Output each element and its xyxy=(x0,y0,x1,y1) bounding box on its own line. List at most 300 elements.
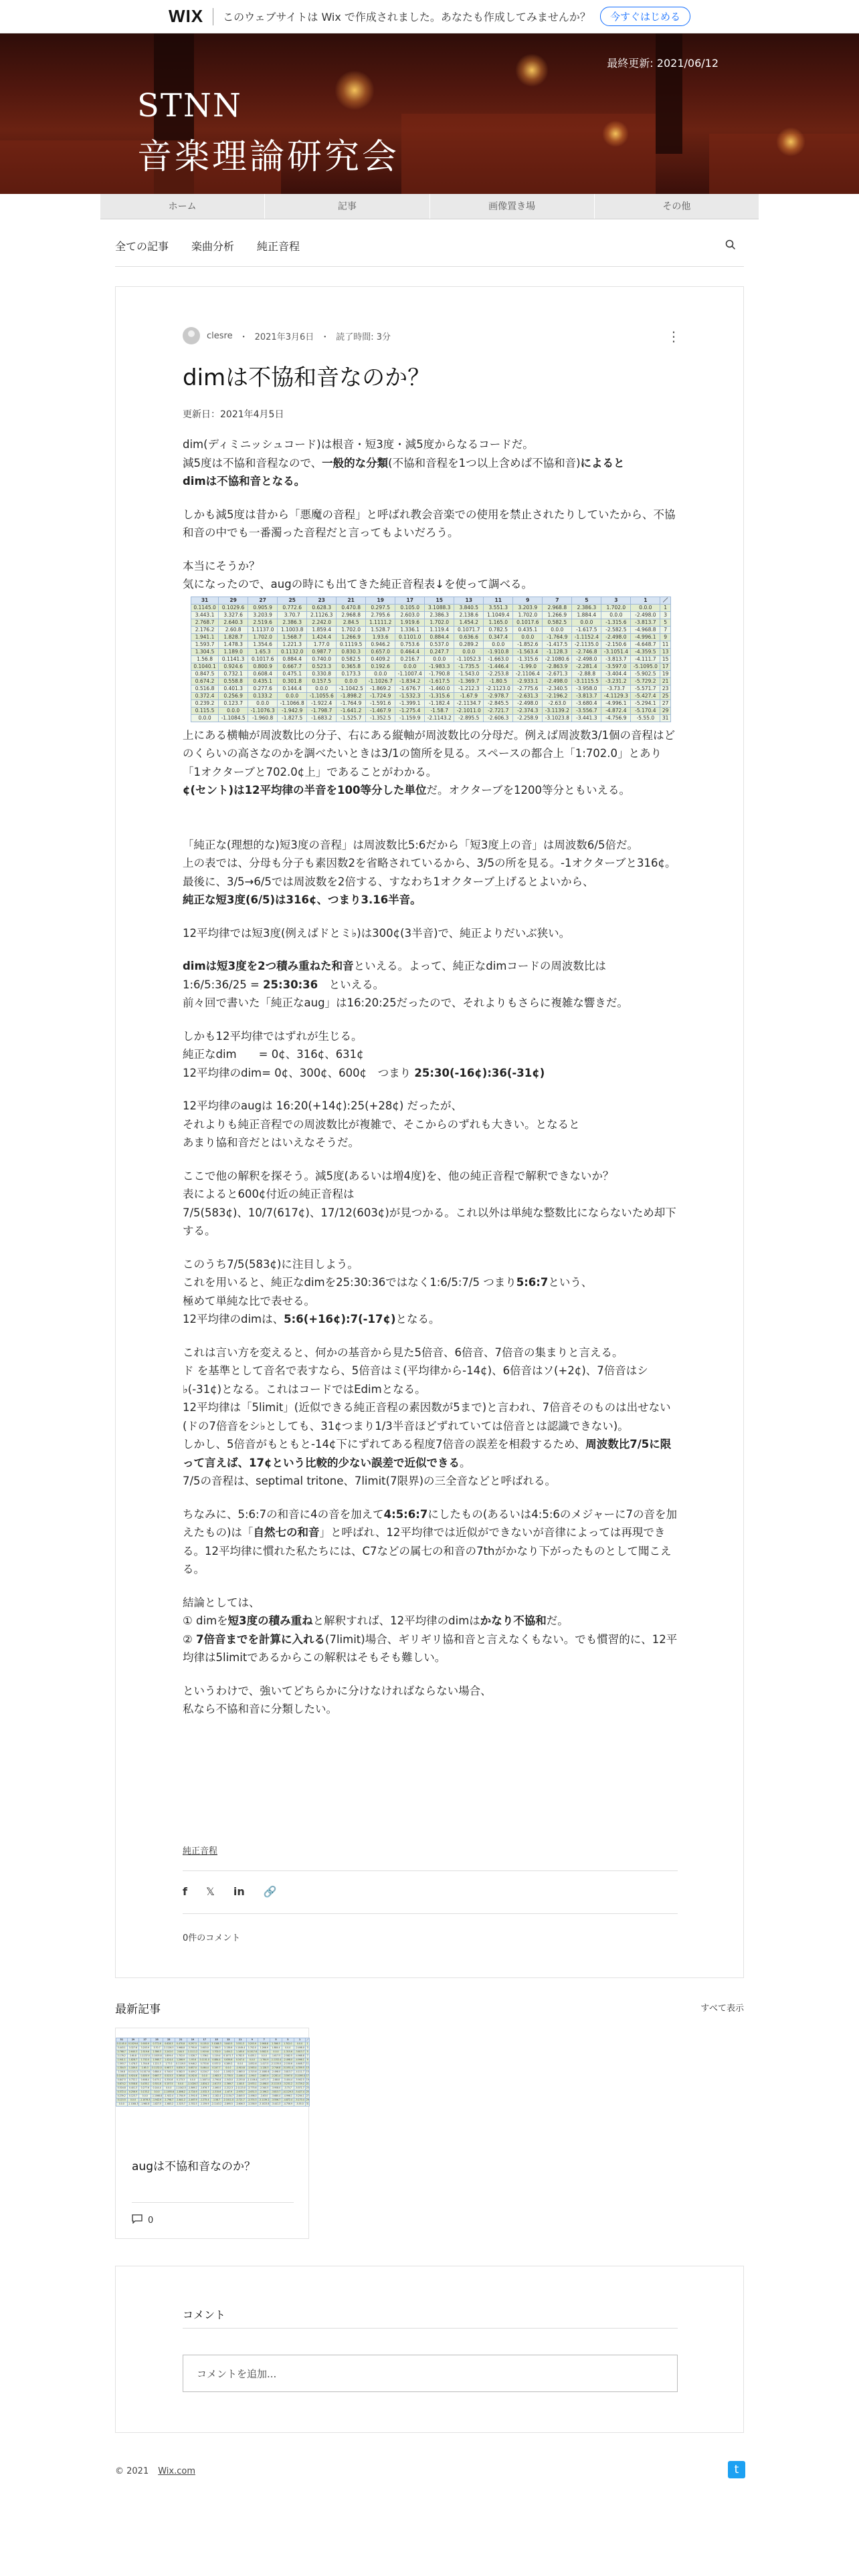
wix-start-button[interactable]: 今すぐはじめる xyxy=(600,7,690,26)
table-cell: 0.667.7 xyxy=(278,663,307,670)
post-date: 2021年3月6日 xyxy=(254,332,314,342)
recent-post-title[interactable]: augは不協和音なのか？ xyxy=(132,2160,256,2173)
table-cell: -2.863.9 xyxy=(258,2074,270,2078)
table-cell: 0.330.8 xyxy=(307,670,337,677)
table-cell: 0.239.2 xyxy=(191,700,219,707)
table-cell: 0.0.0 xyxy=(139,2095,151,2099)
table-cell: 0.0.0 xyxy=(270,2050,282,2054)
table-cell: -1.735.5 xyxy=(454,663,484,670)
table-row xyxy=(191,655,671,663)
table-cell: -1.315.6 xyxy=(601,619,631,626)
table-cell: 7 xyxy=(543,597,572,604)
table-cell: 25 xyxy=(151,2038,163,2042)
comment-input[interactable]: コメントを追加... xyxy=(183,2355,678,2392)
more-options-icon[interactable]: ⋮ xyxy=(667,328,679,344)
table-cell: -1.869.2 xyxy=(187,2086,199,2090)
table-cell: 1.77.0 xyxy=(307,641,337,648)
table-cell: 1.1137.0 xyxy=(140,2054,150,2057)
table-cell: 3 xyxy=(306,2046,308,2049)
meta-separator: ・ xyxy=(320,332,330,342)
table-cell: -2.1123.0 xyxy=(484,685,513,692)
table-cell: 0.247.7 xyxy=(211,2066,223,2070)
table-cell: 1.454.2 xyxy=(222,2050,234,2054)
twitter-icon[interactable]: t xyxy=(728,2461,745,2478)
table-cell: -3.680.4 xyxy=(572,700,601,707)
table-row xyxy=(116,2099,310,2103)
table-cell: -1.543.0 xyxy=(454,670,484,677)
table-row xyxy=(191,648,671,655)
see-all-link[interactable]: すべて表示 xyxy=(700,2004,744,2014)
link-share-icon[interactable]: 🔗 xyxy=(263,1885,277,1898)
table-cell: 2.386.3 xyxy=(270,2042,282,2046)
table-cell: -3.813.7 xyxy=(631,619,660,626)
table-cell: -3.556.7 xyxy=(270,2099,282,2103)
table-cell: 0.0.0 xyxy=(601,611,631,619)
table-cell: -2.63.0 xyxy=(258,2095,270,2099)
wix-logo[interactable]: WIX xyxy=(169,6,204,26)
post-tag[interactable]: 純正音程 xyxy=(183,1846,218,1856)
table-cell: 0.0.0 xyxy=(219,707,248,714)
table-cell: 1.593.7 xyxy=(116,2062,128,2066)
table-cell: 27 xyxy=(306,2095,309,2097)
table-cell: -1.128.3 xyxy=(543,648,572,655)
blog-nav-divider xyxy=(115,266,744,267)
table-cell: 1.702.0 xyxy=(601,604,631,611)
banner-light xyxy=(515,53,549,87)
table-cell: -3.1023.8 xyxy=(259,2103,270,2105)
table-cell: 7 xyxy=(306,2054,308,2057)
table-cell: 1.702.0 xyxy=(246,2046,258,2050)
table-cell: 0.289.2 xyxy=(454,641,484,648)
table-cell: 1.568.7 xyxy=(278,633,307,641)
table-cell: -1.1052.3 xyxy=(454,655,484,663)
table-cell: -1.735.5 xyxy=(222,2074,234,2078)
table-cell: 1.884.4 xyxy=(270,2046,282,2050)
paragraph: これを用いると、純正なdimを25:30:36ではなく1:6/5:7/5 つまり5:6:7という、 xyxy=(183,1276,593,1289)
table-cell: 0.1119.5 xyxy=(337,641,366,648)
table-cell: 1.884.4 xyxy=(572,611,601,619)
table-cell: 0.884.4 xyxy=(425,633,454,641)
table-cell: 0.0.0 xyxy=(116,2103,128,2107)
table-cell: -2.631.3 xyxy=(246,2090,258,2095)
table-row xyxy=(191,626,671,633)
table-cell: -2.150.6 xyxy=(601,641,631,648)
table-cell: 1.77.0 xyxy=(163,2062,175,2066)
table-cell: -3.73.7 xyxy=(601,685,631,692)
table-cell: 15 xyxy=(425,597,454,604)
table-cell: -3.1115.5 xyxy=(270,2082,282,2085)
table-cell: 1 xyxy=(306,2042,308,2045)
table-cell: 1.702.0 xyxy=(175,2054,187,2058)
table-cell: 3.203.9 xyxy=(246,2042,258,2046)
table-cell: -2.895.5 xyxy=(222,2103,234,2107)
table-cell: -2.1106.4 xyxy=(513,670,543,677)
table-cell: 23 xyxy=(163,2038,175,2042)
table-cell: 0.1040.1 xyxy=(116,2074,126,2077)
table-cell: 1.336.1 xyxy=(199,2054,211,2058)
table-cell: 0.464.4 xyxy=(395,648,425,655)
recent-post-card[interactable] xyxy=(115,2028,309,2239)
table-cell: -1.1055.6 xyxy=(163,2090,174,2093)
table-cell: 0.657.0 xyxy=(366,648,395,655)
site-title-en[interactable]: STNN xyxy=(137,87,242,124)
table-cell: 23 xyxy=(660,685,671,692)
table-cell: 0.301.8 xyxy=(278,677,307,685)
paragraph: 12平均律は「5limit」(近似できる純正音程の素因数が5まで)と言われ、7倍音そのものは出せない(ドの7倍音をシ♭としても、31¢つまり1/3半音ほどずれていては倍音とは認識できない)。 xyxy=(183,1401,671,1432)
paragraph: 純正なdim = 0¢、316¢、631¢ xyxy=(183,1048,364,1061)
blog-nav-analysis[interactable]: 楽曲分析 xyxy=(191,240,235,253)
table-row xyxy=(191,685,671,692)
table-cell: 0.372.4 xyxy=(191,692,219,700)
recent-post-comments[interactable] xyxy=(132,2214,153,2226)
paragraph: dim(ディミニッシュコード)は根音・短3度・減5度からなるコードだ。 xyxy=(183,438,534,451)
table-row xyxy=(191,619,671,626)
table-cell: 1.702.0 xyxy=(248,633,278,641)
table-cell: 0.123.7 xyxy=(127,2095,139,2099)
table-cell: -5.294.1 xyxy=(631,700,660,707)
table-cell: 2.640.3 xyxy=(219,619,248,626)
table-cell: 2.386.3 xyxy=(425,611,454,619)
paragraph: 上にある横軸が周波数比の分子、右にある縦軸が周波数比の分母だ。例えば周波数3/1個の音程はどのくらいの高さなのかを調べたいときは3/1の箇所を見る。スペースの都合上「1:702.0」とあり「1オクターブと702.0¢上」であることがわかる。 xyxy=(183,728,676,778)
author[interactable]: clesre xyxy=(207,330,233,341)
table-cell: -4.968.8 xyxy=(294,2054,306,2058)
table-cell: 5 xyxy=(660,619,671,626)
table-cell: -1.563.4 xyxy=(246,2066,258,2070)
comment-count[interactable]: 0件のコメント xyxy=(183,1933,241,1943)
table-cell: 1.266.9 xyxy=(337,633,366,641)
table-cell: 1.304.5 xyxy=(191,648,219,655)
table-cell: -1.942.9 xyxy=(278,707,307,714)
table-cell: 0.0.0 xyxy=(127,2099,139,2103)
table-cell: -2.498.0 xyxy=(601,633,631,641)
table-cell: 0.847.5 xyxy=(191,670,219,677)
table-cell: 19 xyxy=(366,597,395,604)
wix-link[interactable]: Wix.com xyxy=(158,2466,195,2476)
table-cell: -5.902.5 xyxy=(631,670,660,677)
read-time: 読了時間: 3分 xyxy=(336,332,391,342)
table-cell: -3.231.2 xyxy=(601,677,631,685)
table-cell: 21 xyxy=(175,2038,187,2042)
table-cell: 3 xyxy=(601,597,631,604)
table-cell: 2.603.0 xyxy=(395,611,425,619)
table-cell: 0.0.0 xyxy=(175,2082,187,2086)
table-cell: -2.63.0 xyxy=(543,700,572,707)
table-cell: -1.159.9 xyxy=(395,714,425,722)
table-cell: -1.67.9 xyxy=(222,2090,234,2095)
paragraph: 7/5の音程は、septimal tritone、7limit(7限界)の三全音などと呼ばれる。 xyxy=(183,1475,557,1487)
table-cell: 0.1141.3 xyxy=(219,655,248,663)
paragraph: というわけで、強いてどちらかに分けなければならない場合、 xyxy=(183,1684,492,1697)
table-cell: -1.315.6 xyxy=(513,655,543,663)
table-cell: 3.70.7 xyxy=(278,611,307,619)
table-cell: -2.582.5 xyxy=(282,2054,294,2058)
table-cell: 1.266.9 xyxy=(543,611,572,619)
table-cell: 0.0.0 xyxy=(187,2078,199,2082)
table-cell: 29 xyxy=(660,707,671,714)
table-cell: 0.0.0 xyxy=(425,655,454,663)
table-cell: -1.352.5 xyxy=(366,714,395,722)
table-cell: 3.443.1 xyxy=(191,611,219,619)
table-cell: 0.800.9 xyxy=(139,2074,151,2078)
comment-heading: コメント xyxy=(183,2309,226,2321)
table-cell: 0.987.7 xyxy=(163,2066,175,2070)
paragraph: ¢(セント)は12平均律の半音を100等分した単位だ。オクターブを1200等分ともいえる。 xyxy=(183,784,630,796)
wix-banner-text: このウェブサイトは Wix で作成されました。あなたも作成してみませんか？ xyxy=(223,11,591,23)
table-cell: 0.277.6 xyxy=(139,2086,151,2090)
paragraph: 気になったので、augの時にも出てきた純正音程表↓を使って調べる。 xyxy=(183,578,533,591)
table-cell: 2.640.3 xyxy=(127,2050,139,2054)
table-cell: 29 xyxy=(127,2038,139,2042)
table-cell: -1.922.4 xyxy=(163,2095,175,2099)
table-cell: 0.732.1 xyxy=(127,2078,139,2082)
table-cell: 0.523.3 xyxy=(163,2074,175,2078)
table-cell: 0.0.0 xyxy=(543,626,572,633)
table-cell: 3 xyxy=(282,2038,294,2042)
table-cell: 31 xyxy=(191,597,219,604)
comment-icon xyxy=(132,2214,142,2226)
table-cell: 1.859.4 xyxy=(163,2054,175,2058)
table-cell: -3.404.4 xyxy=(282,2078,294,2082)
table-cell: 0.674.2 xyxy=(116,2082,128,2086)
table-cell: -5.170.4 xyxy=(294,2099,306,2103)
table-cell: 7 xyxy=(660,626,671,633)
table-cell: 1.702.0 xyxy=(211,2050,223,2054)
table-cell: 0.401.3 xyxy=(219,685,248,692)
x-share-icon[interactable]: 𝕏 xyxy=(205,1885,215,1898)
table-row xyxy=(116,2103,310,2107)
table-cell: -2.721.7 xyxy=(234,2099,246,2103)
table-cell: -5.55.0 xyxy=(294,2103,306,2107)
recent-post-thumbnail[interactable] xyxy=(116,2038,310,2137)
table-cell: -2.1135.0 xyxy=(270,2062,282,2065)
table-cell: 21 xyxy=(337,597,366,604)
table-cell: -5.294.1 xyxy=(294,2095,306,2099)
table-cell: 29 xyxy=(306,2099,309,2101)
table-cell: 1.119.4 xyxy=(211,2054,223,2058)
table-cell: -2.845.5 xyxy=(234,2095,246,2099)
table-cell: -2.582.5 xyxy=(601,626,631,633)
table-cell: -1.532.3 xyxy=(395,692,425,700)
table-cell: -1.790.8 xyxy=(425,670,454,677)
table-cell: 1.919.6 xyxy=(395,619,425,626)
paragraph: 12平均律のdim= 0¢、300¢、600¢ つまり 25:30(-16¢):36(-31¢) xyxy=(183,1066,545,1079)
table-cell: 0.830.3 xyxy=(337,648,366,655)
table-cell: 15 xyxy=(211,2038,223,2042)
table-cell: 0.256.9 xyxy=(127,2090,139,2095)
table-cell: 1.1003.8 xyxy=(278,626,307,633)
recent-posts-heading: 最新記事 xyxy=(115,2003,161,2016)
table-cell: -1.399.1 xyxy=(199,2095,211,2099)
table-cell: 0.470.8 xyxy=(337,604,366,611)
table-cell: 1.919.6 xyxy=(199,2050,211,2054)
table-cell: -1.1042.5 xyxy=(175,2086,186,2089)
table-cell: 1.941.1 xyxy=(191,633,219,641)
paragraph: 12平均律では短3度(例えばドとミ♭)は300¢(3半音)で、純正よりだいぶ狭い。 xyxy=(183,926,571,940)
table-cell: 9 xyxy=(306,2058,308,2061)
table-cell: -3.958.0 xyxy=(270,2086,282,2090)
table-cell: -1.1007.4 xyxy=(199,2078,210,2081)
avatar[interactable] xyxy=(183,327,200,344)
table-cell: 0.924.6 xyxy=(127,2074,139,2078)
table-cell: 2.968.8 xyxy=(175,2046,187,2050)
table-cell: -4.996.1 xyxy=(294,2058,306,2062)
table-cell: -2.498.0 xyxy=(282,2058,294,2062)
paragraph: 私なら不協和音に分類したい。 xyxy=(183,1703,337,1715)
table-cell: -1.460.0 xyxy=(425,685,454,692)
table-row xyxy=(191,714,671,722)
blog-nav xyxy=(115,238,736,254)
paragraph: dimは短3度を2つ積み重ねた和音といえる。よって、純正なdimコードの周波数比は xyxy=(183,960,606,972)
table-cell: -3.597.0 xyxy=(282,2074,294,2078)
table-cell: 0.636.6 xyxy=(222,2058,234,2062)
table-cell: -3.813.7 xyxy=(572,692,601,700)
share-bar xyxy=(183,1885,277,1898)
table-cell: -4.648.7 xyxy=(631,641,660,648)
table-cell: 25 xyxy=(278,597,307,604)
table-cell: 17 xyxy=(395,597,425,604)
table-cell: -2.374.3 xyxy=(246,2099,258,2103)
table-cell: -1.617.5 xyxy=(425,677,454,685)
table-cell: 11 xyxy=(306,2062,309,2065)
nav-other[interactable]: その他 xyxy=(662,201,691,212)
table-cell: 0.475.1 xyxy=(278,670,307,677)
table-cell: 2.519.6 xyxy=(139,2050,151,2054)
table-cell: 31 xyxy=(660,714,671,722)
table-cell: 0.1017.6 xyxy=(513,619,543,626)
table-cell: 0.946.2 xyxy=(187,2062,199,2066)
table-cell: 9 xyxy=(246,2038,258,2042)
table-cell: -2.1135.0 xyxy=(572,641,601,648)
table-row xyxy=(116,2082,310,2086)
table-cell: 0.297.5 xyxy=(366,604,395,611)
table-cell: 25 xyxy=(660,692,671,700)
paragraph: 12平均律のdimは、5:6(+16¢):7(-17¢)となる。 xyxy=(183,1313,440,1325)
table-cell: 0.558.8 xyxy=(219,677,248,685)
linkedin-share-icon[interactable]: in xyxy=(233,1885,245,1898)
table-cell: -3.231.2 xyxy=(282,2082,294,2086)
table-cell: 0.1017.6 xyxy=(247,2050,257,2053)
paragraph: ド を基準として音名で表すなら、5倍音はミ(平均律から-14¢)、6倍音はソ(+2¢)、7倍音はシ♭(-31¢)となる。これはコードではEdimとなる。 xyxy=(183,1364,648,1396)
table-cell: 2.386.3 xyxy=(211,2046,223,2050)
paragraph: dimは不協和音となる。 xyxy=(183,475,306,488)
table-cell: -2.1134.7 xyxy=(454,700,484,707)
table-cell: 0.409.2 xyxy=(366,655,395,663)
table-cell: -2.978.7 xyxy=(234,2090,246,2095)
table-cell: -2.606.3 xyxy=(484,714,513,722)
table-cell: -1.1076.3 xyxy=(248,707,278,714)
table-cell: -1.532.3 xyxy=(199,2090,211,2095)
table-cell: -1.898.2 xyxy=(337,692,366,700)
table-cell: 0.256.9 xyxy=(219,692,248,700)
table-cell: 0.753.6 xyxy=(395,641,425,648)
table-cell: 11 xyxy=(484,597,513,604)
paragraph: このうち7/5(583¢)に注目しよう。 xyxy=(183,1257,359,1271)
paragraph: 減5度は不協和音程なので、一般的な分類(不協和音程を1つ以上含めば不協和音)によると xyxy=(183,456,625,469)
just-interval-table xyxy=(191,597,671,722)
table-cell: -2.1080.6 xyxy=(543,655,572,663)
table-cell: 0.133.2 xyxy=(139,2090,151,2095)
table-cell: 0.475.1 xyxy=(151,2078,163,2082)
blog-nav-all[interactable]: 全ての記事 xyxy=(115,240,169,253)
table-cell: 1.119.4 xyxy=(425,626,454,633)
table-cell: -1.1026.7 xyxy=(366,677,395,685)
paragraph: しかも12平均律ではずれが生じる。 xyxy=(183,1029,363,1043)
paragraph: しかし、5倍音がもともと-14¢下にずれてある程度7倍音の誤差を相殺するため、周波数比7/5に限って言えば、17¢という比較的少ない誤差で近似できる。 xyxy=(183,1438,672,1469)
paragraph: ここで他の解釈を探そう。減5度(あるいは増4度)を、他の純正音程で解釈できないか？ xyxy=(183,1169,614,1182)
table-cell: -3.1051.4 xyxy=(601,648,631,655)
table-cell: -1.827.5 xyxy=(278,714,307,722)
table-cell: 1.1137.0 xyxy=(248,626,278,633)
table-cell: 1.1111.2 xyxy=(366,619,395,626)
table-cell: 5 xyxy=(572,597,601,604)
table-cell: -2.1123.0 xyxy=(235,2086,246,2089)
table-cell: -2.150.6 xyxy=(282,2062,294,2066)
banner-pillar xyxy=(656,33,682,154)
table-cell: -1.922.4 xyxy=(307,700,337,707)
table-cell: -1.1076.3 xyxy=(140,2099,151,2101)
table-row xyxy=(116,2066,310,2070)
table-cell: 0.1101.0 xyxy=(199,2058,209,2061)
table-cell: 0.347.4 xyxy=(484,633,513,641)
table-cell: 0.1141.3 xyxy=(128,2070,138,2073)
table-cell: 0.0.0 xyxy=(246,2058,258,2062)
table-cell: -5.571.7 xyxy=(631,685,660,692)
table-cell: -2.258.9 xyxy=(513,714,543,722)
table-cell: -5.729.2 xyxy=(631,677,660,685)
facebook-share-icon[interactable]: f xyxy=(183,1885,187,1898)
table-cell: 0.636.6 xyxy=(454,633,484,641)
search-icon[interactable] xyxy=(725,239,736,253)
table-cell: -4.756.9 xyxy=(282,2103,294,2107)
table-cell: -2.88.8 xyxy=(270,2078,282,2082)
table-cell: 0.0.0 xyxy=(631,604,660,611)
table-cell: 0.582.5 xyxy=(175,2070,187,2074)
table-cell: -1.790.8 xyxy=(211,2078,223,2082)
table-cell: 0.247.7 xyxy=(425,648,454,655)
table-cell: 0.0.0 xyxy=(484,641,513,648)
table-cell: 0.0.0 xyxy=(572,619,601,626)
table-cell: 1.1049.4 xyxy=(235,2046,246,2049)
table-cell: -2.746.8 xyxy=(270,2066,282,2070)
paragraph: 7/5(583¢)、10/7(617¢)、17/12(603¢)が見つかる。これ以外は単純な整数比にならないため却下する。 xyxy=(183,1206,676,1237)
blog-nav-just-intonation[interactable]: 純正音程 xyxy=(257,240,300,253)
table-cell: -2.978.7 xyxy=(484,692,513,700)
table-row xyxy=(116,2074,310,2078)
table-cell: -5.55.0 xyxy=(631,714,660,722)
table-cell: 1.56.8 xyxy=(191,655,219,663)
nav-home[interactable]: ホーム xyxy=(100,194,265,219)
table-cell: 19 xyxy=(306,2078,309,2081)
table-cell: 11 xyxy=(660,641,671,648)
table-row xyxy=(191,641,671,648)
table-cell: 0.115.5 xyxy=(191,707,219,714)
table-cell: -1.764.9 xyxy=(258,2058,270,2062)
table-cell: ／ xyxy=(306,2038,309,2041)
table-cell: 1.189.0 xyxy=(219,648,248,655)
site-title-ja[interactable]: 音楽理論研究会 xyxy=(137,137,400,177)
paragraph: ① dimを短3度の積み重ねと解釈すれば、12平均律のdimはかなり不協和だ。 xyxy=(183,1614,569,1627)
table-cell: 1.528.7 xyxy=(187,2054,199,2058)
table-cell: -1.58.7 xyxy=(211,2099,223,2103)
table-cell: -5.729.2 xyxy=(294,2082,306,2086)
table-cell: 0.123.7 xyxy=(219,700,248,707)
table-cell: -2.1143.2 xyxy=(211,2103,222,2105)
table-cell: 0.365.8 xyxy=(175,2074,187,2078)
nav-articles[interactable]: 記事 xyxy=(265,194,430,219)
nav-images[interactable]: 画像置き場 xyxy=(430,194,595,219)
table-cell: -2.253.8 xyxy=(234,2078,246,2082)
table-cell: 0.582.5 xyxy=(258,2050,270,2054)
